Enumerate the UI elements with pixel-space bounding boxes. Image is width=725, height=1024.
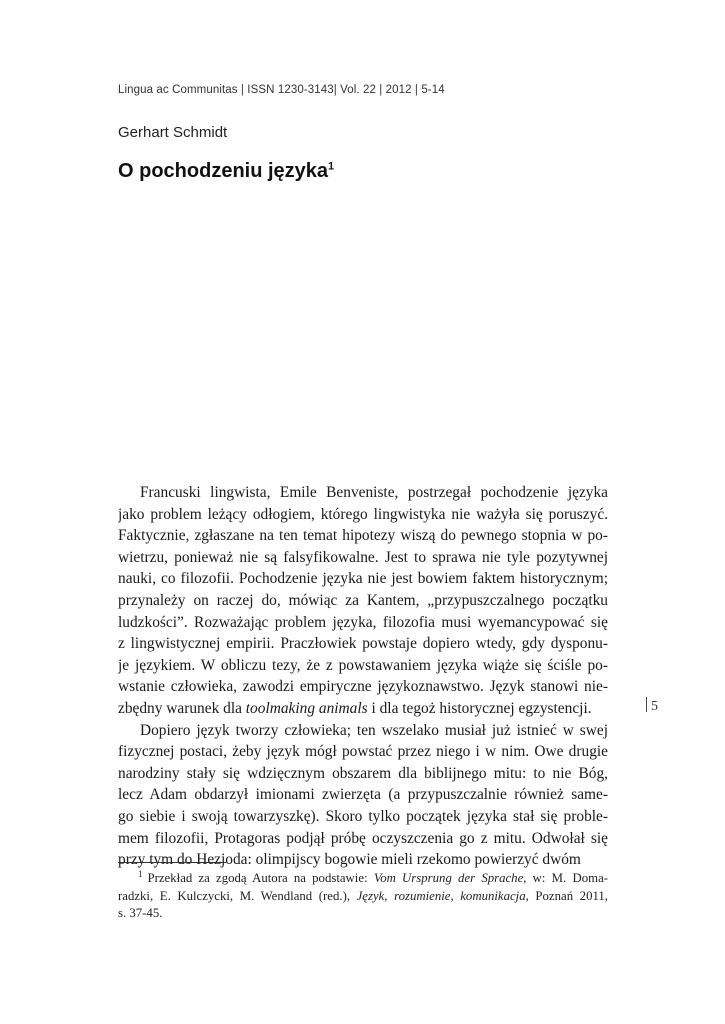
footnote-cited-title: Język, rozumienie, komunikacja [356, 888, 526, 903]
body-line: lecz Adam obdarzył imionami zwierzęta (a przypuszczalnie również same- [118, 786, 608, 804]
footnote-text: , Poznań 2011, [525, 888, 608, 903]
title-footnote-mark[interactable]: 1 [328, 160, 335, 173]
body-text: i dla tegoż historycznej egzystencji. [367, 699, 592, 717]
footnote-text: , w: M. Doma- [523, 871, 608, 885]
article-title [118, 160, 334, 183]
article-author: Gerhart Schmidt [118, 124, 228, 141]
footnote-line [118, 870, 608, 888]
body-text: zbędny warunek dla [118, 699, 246, 717]
page-number [646, 697, 658, 715]
body-line: wietrzu, ponieważ nie są falsyfikowalne. Jest to sprawa nie tyle pozytywnej [118, 548, 608, 566]
body-line: Faktycznie, zgłaszane na ten temat hipotezy wiszą do pewnego stopnia w po- [118, 527, 608, 545]
body-line: Dopiero język tworzy człowieka; ten wszelako musiał już istnieć w swej [140, 721, 608, 739]
body-line: fizycznej postaci, żeby język mógł powstać przez niego i w nim. Owe drugie [118, 743, 608, 761]
body-line: mem filozofii, Protagoras podjął próbę oczyszczenia go z mitu. Odwołał się [118, 829, 608, 847]
body-line: je językiem. W obliczu tezy, że z powstawaniem języka wiąże się ściśle po- [118, 656, 608, 674]
body-emphasis: toolmaking animals [245, 699, 368, 717]
footnote [118, 870, 608, 923]
body-line: ludzkości”. Rozważając problem języka, filozofia musi wyemancypować się [118, 613, 608, 631]
footnote-text: radzki, E. Kulczycki, M. Wendland (red.), [118, 888, 357, 903]
body-line: go siebie i swoją towarzyszkę). Skoro tylko początek języka stał się proble- [118, 807, 608, 825]
page-number-value: 5 [651, 699, 658, 714]
body-line: nauki, co filozofii. Pochodzenie języka nie jest bowiem faktem historycznym; [118, 570, 608, 588]
footnote-line: s. 37-45. [118, 906, 163, 920]
journal-header: Lingua ac Communitas | ISSN 1230-3143| Vol. 22 | 2012 | 5-14 [118, 84, 445, 96]
body-line: przy tym do Hezjoda: olimpijscy bogowie mieli rzekomo powierzyć dwóm [118, 851, 581, 869]
body-line: przynależy on raczej do, mówiąc za Kantem, „przypuszczalnego początku [118, 591, 608, 609]
body-line: z lingwistycznej empirii. Praczłowiek powstaje dopiero wtedy, gdy dysponu- [118, 635, 608, 653]
body-line: wstanie człowieka, zawodzi empiryczne językoznawstwo. Język stanowi nie- [118, 678, 608, 696]
footnote-cited-title: Vom Ursprung der Sprache [373, 871, 524, 885]
footnote-separator [118, 862, 226, 863]
article-title-text: O pochodzeniu języka [118, 160, 329, 182]
body-line: narodziny stały się wdzięcznym obszarem dla biblijnego mitu: to nie Bóg, [118, 764, 608, 782]
footnote-text: Przekład za zgodą Autora na podstawie: [147, 871, 374, 885]
article-body [118, 482, 608, 871]
body-line: jako problem leżący odłogiem, którego lingwistyka nie ważyła się poruszyć. [118, 505, 608, 523]
footnote-mark: 1 [138, 870, 143, 879]
footnote-line [118, 888, 608, 906]
page-number-divider [646, 697, 647, 712]
body-line: Francuski lingwista, Emile Benveniste, postrzegał pochodzenie języka [140, 484, 608, 501]
body-line [118, 698, 608, 720]
